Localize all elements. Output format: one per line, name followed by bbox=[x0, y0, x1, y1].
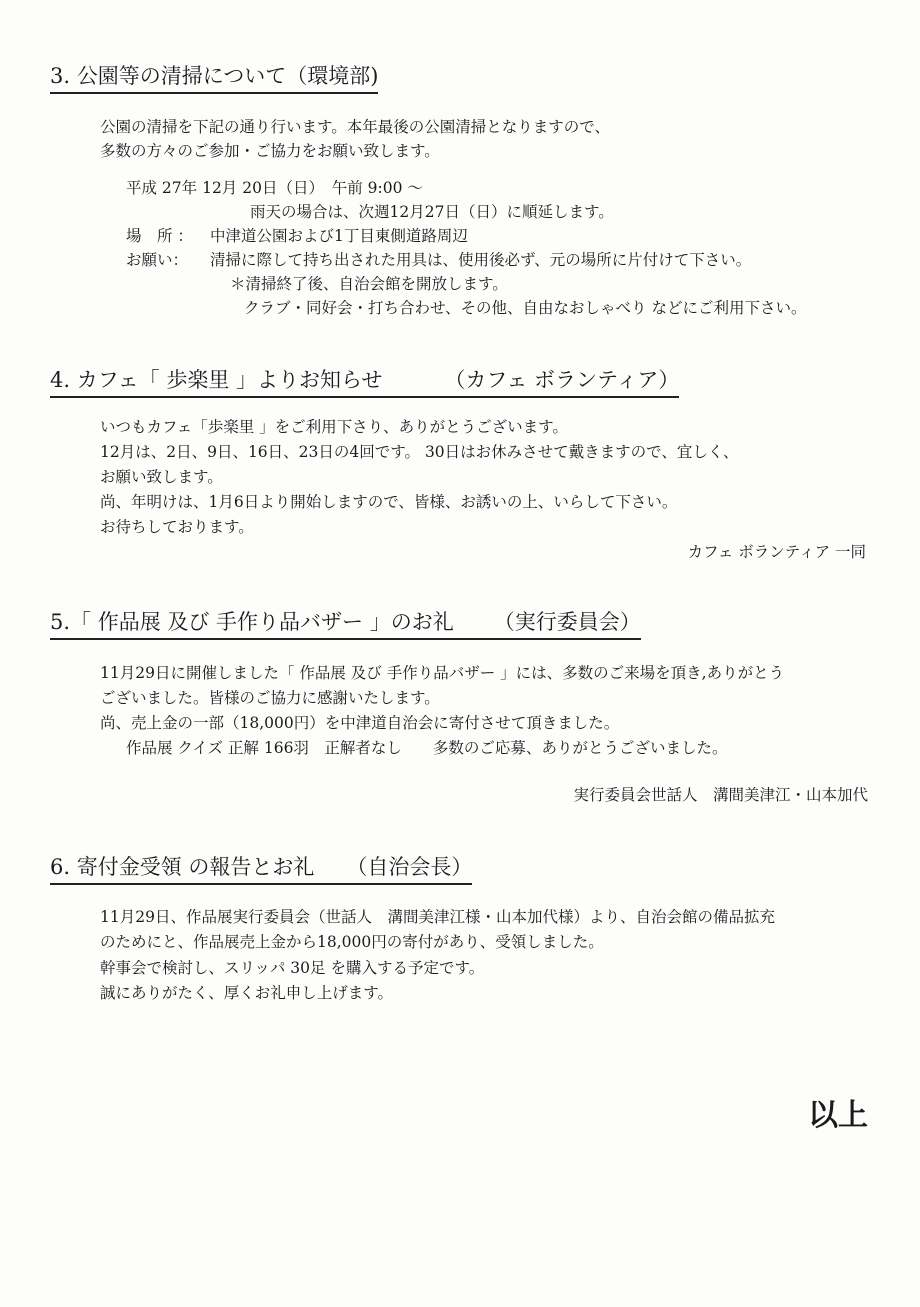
heading-sub: （カフェ ボランティア） bbox=[444, 368, 680, 392]
paragraph-line: 12月は、2日、9日、16日、23日の4回です。 30日はお休みさせて戴きますので、宜しく、 bbox=[100, 443, 739, 461]
paragraph-line: 公園の清掃を下記の通り行います。本年最後の公園清掃となりますので、 bbox=[100, 118, 610, 136]
section-heading bbox=[50, 853, 472, 885]
rain-note: 雨天の場合は、次週12月27日（日）に順延します。 bbox=[250, 203, 614, 221]
closing-mark: 以上 bbox=[808, 1098, 868, 1133]
section-heading bbox=[50, 608, 641, 640]
paragraph-line: ございました。皆様のご協力に感謝いたします。 bbox=[100, 689, 440, 707]
paragraph-line: いつもカフェ「歩楽里 」をご利用下さり、ありがとうございます。 bbox=[100, 418, 568, 436]
place-value: 中津道公園および1丁目東側道路周辺 bbox=[210, 227, 468, 245]
paragraph-line: 誠にありがたく、厚くお礼申し上げます。 bbox=[100, 984, 393, 1002]
request-label: お願い： bbox=[126, 251, 189, 269]
heading-sub: （実行委員会） bbox=[493, 610, 641, 634]
section-heading: 3. 公園等の清掃について（環境部) bbox=[50, 62, 378, 94]
open-hall-usage: クラブ・同好会・打ち合わせ、その他、自由なおしゃべり などにご利用下さい。 bbox=[244, 299, 807, 317]
request-value: 清掃に際して持ち出された用具は、使用後必ず、元の場所に片付けて下さい。 bbox=[210, 251, 752, 269]
event-date: 平成 27年 12月 20日（日） 午前 9:00 ～ bbox=[126, 179, 423, 197]
quiz-result: 作品展 クイズ 正解 166羽 正解者なし 多数のご応募、ありがとうございました。 bbox=[126, 739, 728, 757]
paragraph-line: 幹事会で検討し、スリッパ 30足 を購入する予定です。 bbox=[100, 959, 485, 977]
open-hall-note: ＊清掃終了後、自治会館を開放します。 bbox=[230, 275, 508, 293]
heading-main: 4. カフェ「 歩楽里 」よりお知らせ bbox=[50, 368, 383, 392]
signature: 実行委員会世話人 溝間美津江・山本加代 bbox=[573, 786, 868, 804]
section-heading bbox=[50, 366, 679, 398]
paragraph-line: 尚、年明けは、1月6日より開始しますので、皆様、お誘いの上、いらして下さい。 bbox=[100, 493, 678, 511]
paragraph-line: 尚、売上金の一部（18,000円）を中津道自治会に寄付させて頂きました。 bbox=[100, 714, 620, 732]
heading-sub: （自治会長） bbox=[346, 855, 473, 879]
place-label: 場 所 ： bbox=[126, 227, 193, 245]
paragraph-line: 11月29日、作品展実行委員会（世話人 溝間美津江様・山本加代様）より、自治会館の備品拡充 bbox=[100, 908, 775, 926]
paragraph-line: 多数の方々のご参加・ご協力をお願い致します。 bbox=[100, 142, 440, 160]
paragraph-line: お願い致します。 bbox=[100, 468, 223, 486]
heading-main: 5.「 作品展 及び 手作り品バザー 」のお礼 bbox=[50, 610, 454, 634]
paragraph-line: のためにと、作品展売上金から18,000円の寄付があり、受領しました。 bbox=[100, 933, 604, 951]
paragraph-line: お待ちしております。 bbox=[100, 518, 254, 536]
paragraph-line: 11月29日に開催しました「 作品展 及び 手作り品バザー 」には、多数のご来場を頂き,ありがとう bbox=[100, 664, 785, 682]
heading-main: 6. 寄付金受領 の報告とお礼 bbox=[50, 855, 315, 879]
signature: カフェ ボランティア 一同 bbox=[687, 543, 866, 561]
